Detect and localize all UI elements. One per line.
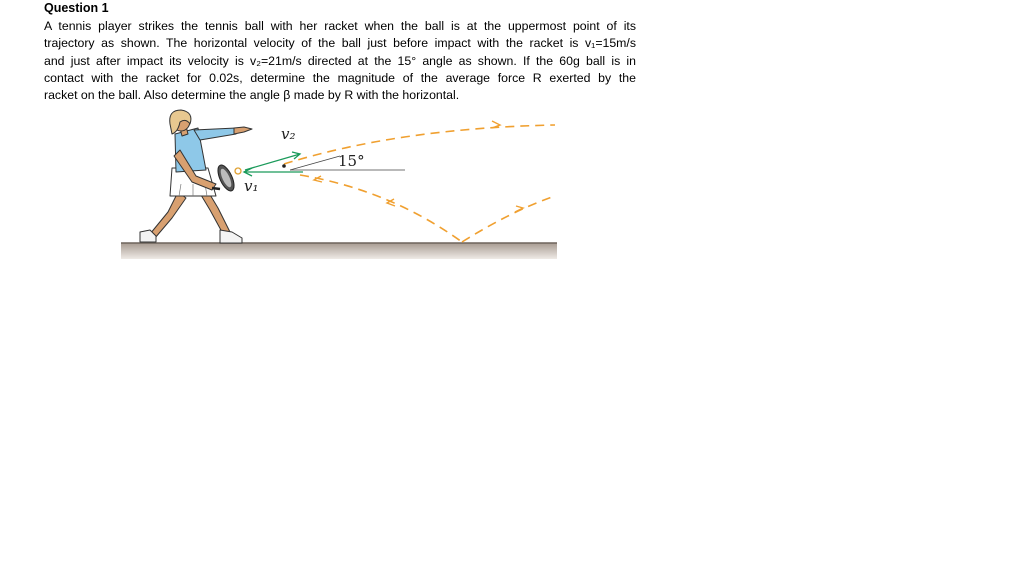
tennis-ball <box>235 168 241 174</box>
question-line: racket on the ball. Also determine the angle β made by R with the horizontal. <box>44 88 460 103</box>
question-line: and just after impact its velocity is v₂=21m/s directed at the 15° angle as shown. If the 60g ball is in <box>44 53 636 68</box>
ground <box>121 243 557 259</box>
question-line: A tennis player strikes the tennis ball with her racket when the ball is at the uppermost point of its <box>44 19 636 33</box>
angle-label: 15° <box>338 152 365 170</box>
ball-trajectory <box>284 125 555 242</box>
question-line: contact with the racket for 0.02s, determine the magnitude of the average force R exerted by the <box>44 70 636 85</box>
question-line: trajectory as shown. The horizontal velocity of the ball just before impact with the racket is v₁=15m/s <box>44 36 636 51</box>
question-title: Question 1 <box>44 1 109 15</box>
v2-label: v₂ <box>281 125 296 143</box>
ball-point <box>282 164 286 168</box>
v1-label: v₁ <box>244 177 259 195</box>
trajectory-direction-line <box>290 156 340 170</box>
tennis-player <box>140 110 252 243</box>
